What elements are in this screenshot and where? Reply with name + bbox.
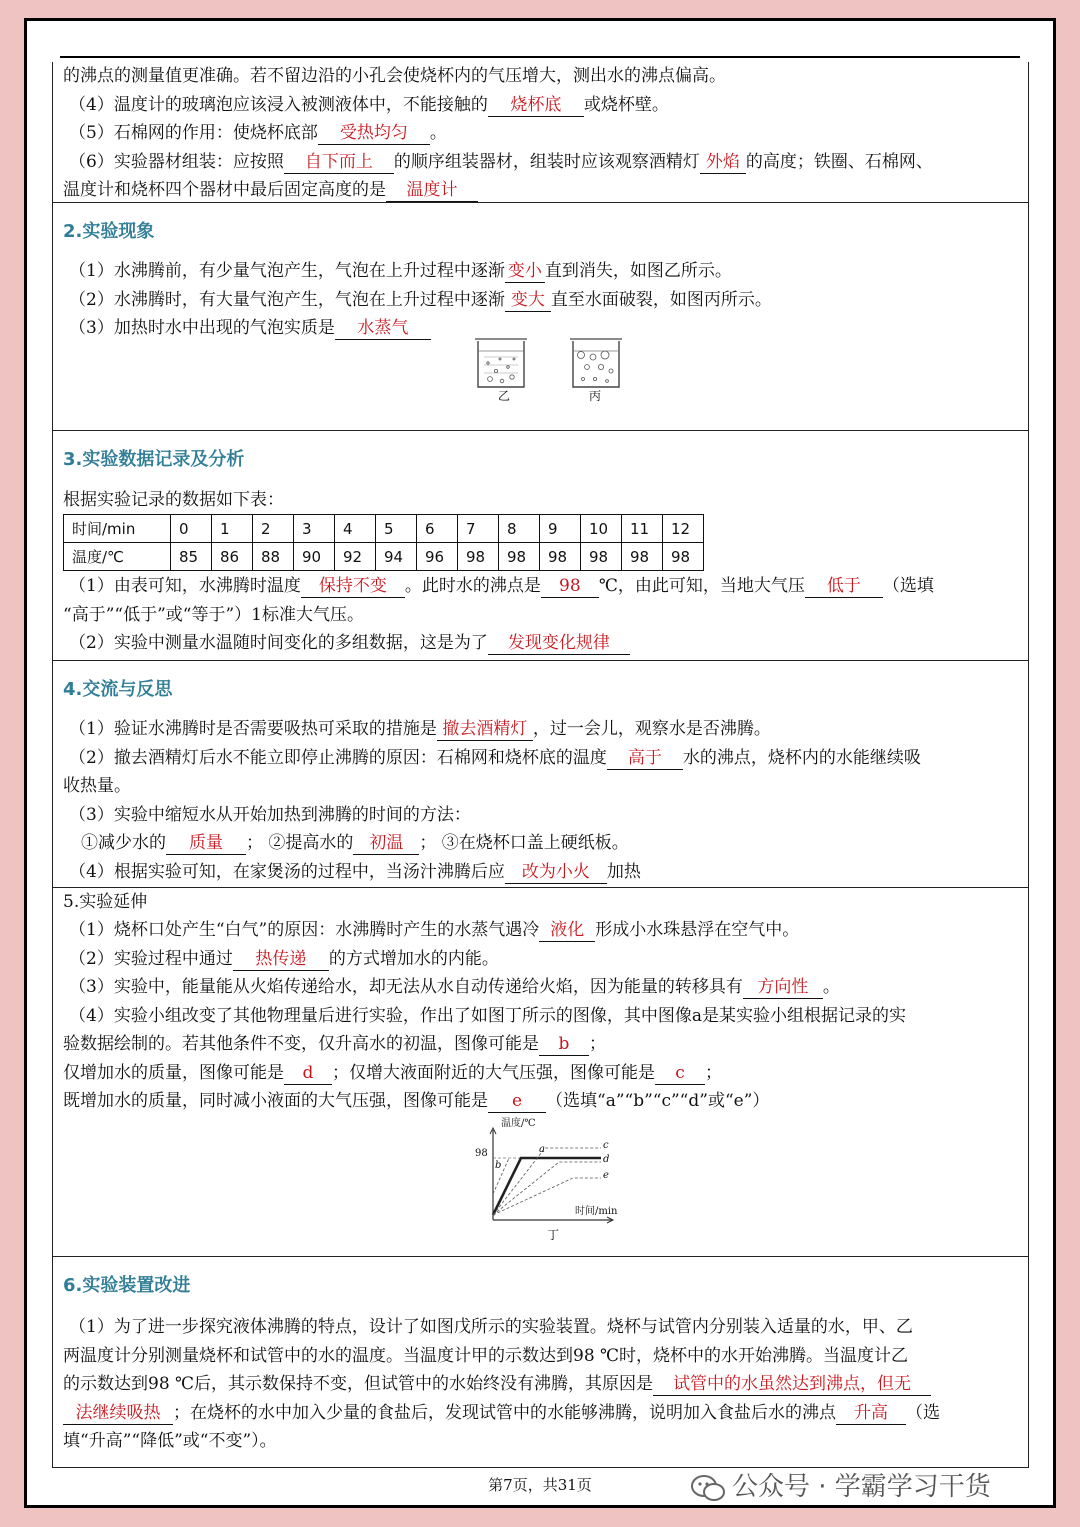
page-number: 第7页，共31页 [488,1476,592,1494]
table-cell: 98 [663,543,704,571]
text-line: （1）验证水沸腾时是否需要吸热可采取的措施是 撤去酒精灯 ，过一会儿，观察水是否沸腾。 [69,719,771,739]
text-line: ①减少水的 质量 ； ②提高水的 初温 ； ③在烧杯口盖上硬纸板。 [81,833,629,853]
text-line: 填“升高”“降低”或“不变”）。 [63,1431,277,1451]
text-line: （2）撤去酒精灯后水不能立即停止沸腾的原因：石棉网和烧杯底的温度 高于 水的沸点，烧杯内的水能继续吸 [69,747,921,768]
text-line: （1）烧杯口处产生“白气”的原因：水沸腾时产生的水蒸气遇冷 液化 形成小水珠悬浮在空气中。 [69,920,800,940]
document-body [52,62,1029,1468]
table-cell: 90 [294,543,335,571]
figure-caption: 丙 [589,388,602,403]
table-cell: 98 [581,543,622,571]
section-6 [53,1256,1028,1467]
graph-caption: 丁 [547,1227,560,1242]
answer-blank: 法继续吸热 [63,1403,173,1425]
header-rule [60,56,1020,58]
table-cell: 98 [499,543,540,571]
answer-blank: d [284,1063,332,1085]
answer-blank: 烧杯底 [488,95,584,117]
table-row [64,543,704,571]
answer-blank: 自下而上 [284,152,394,174]
graph-label-c: c [603,1139,609,1151]
text-line: 仅增加水的质量，图像可能是 d ；仅增大液面附近的大气压强，图像可能是 c ； [63,1062,722,1083]
answer-blank: 升高 [836,1403,906,1425]
answer-blank: 受热均匀 [318,123,430,145]
text-line: （3）实验中缩短水从开始加热到沸腾的时间的方法： [69,804,471,825]
table-cell: 96 [417,543,458,571]
answer-blank: 水蒸气 [335,318,431,340]
section-title: 5.实验延伸 [63,892,148,912]
table-cell: 0 [171,515,212,543]
graph-ylabel: 温度/℃ [501,1117,536,1129]
answer-blank: 液化 [539,920,595,942]
table-cell: 92 [335,543,376,571]
boiling-curve-graph [463,1120,623,1250]
figure-caption: 乙 [498,388,511,403]
beaker-figures [63,343,1018,413]
table-cell: 5 [376,515,417,543]
answer-blank: 保持不变 [301,576,405,598]
graph-label-d: d [603,1153,610,1165]
answer-blank: c [655,1063,705,1085]
answer-blank: 质量 [166,833,246,855]
table-cell: 7 [458,515,499,543]
text-line: “高于”“低于”或“等于”）1标准大气压。 [63,604,364,625]
table-cell: 3 [294,515,335,543]
table-cell: 94 [376,543,417,571]
text-line: 验数据绘制的。若其他条件不变，仅升高水的初温，图像可能是 b ； [63,1034,606,1054]
table-cell: 86 [212,543,253,571]
text-line: （1）由表可知，水沸腾时温度 保持不变 。此时水的沸点是 98 ℃，由此可知，当地大气压 低于 （选填 [69,576,934,596]
answer-blank: 外焰 [700,152,746,174]
text-line: （5）石棉网的作用：使烧杯底部 受热均匀 。 [69,123,447,143]
text-line: （4）实验小组改变了其他物理量后进行实验，作出了如图丁所示的图像，其中图像a是某实验小组根据记录的实 [69,1005,906,1026]
answer-blank: 98 [541,576,599,598]
text-line: 的沸点的测量值更准确。若不留边沿的小孔会使烧杯内的气压增大，测出水的沸点偏高。 [63,66,726,86]
graph-label-b: b [495,1159,502,1171]
answer-blank: 方向性 [743,977,823,999]
table-cell: 1 [212,515,253,543]
section-2 [53,202,1028,430]
answer-blank: 改为小火 [505,862,607,884]
section-5 [53,887,1028,1256]
text-line: （1）水沸腾前，有少量气泡产生，气泡在上升过程中逐渐 变小 直到消失，如图乙所示。 [69,261,732,281]
table-cell: 9 [540,515,581,543]
answer-blank: 试管中的水虽然达到沸点，但无 [653,1374,931,1396]
text-line: （2）水沸腾时，有大量气泡产生，气泡在上升过程中逐渐 变大 直至水面破裂，如图丙所示。 [69,289,772,310]
section-3 [53,430,1028,660]
answer-blank: 温度计 [386,180,478,202]
answer-blank: b [539,1034,589,1056]
table-cell: 85 [171,543,212,571]
beaker-bing-icon [570,339,622,387]
answer-blank: 低于 [805,576,883,598]
graph-label-e: e [603,1169,609,1181]
table-cell: 98 [458,543,499,571]
text-line: （6）实验器材组装：应按照 自下而上 的顺序组装器材，组装时应该观察酒精灯 外焰 的高度；铁圈、石棉网、 [69,151,933,172]
text-line: 温度计和烧杯四个器材中最后固定高度的是 温度计 [63,176,1018,205]
text-line: 根据实验记录的数据如下表： [63,490,284,510]
wechat-icon [690,1474,726,1502]
text-line: （1）为了进一步探究液体沸腾的特点，设计了如图戊所示的实验装置。烧杯与试管内分别装入适量的水，甲、乙 [69,1317,913,1337]
answer-blank: 变小 [505,261,545,283]
table-cell: 11 [622,515,663,543]
answer-blank: 变大 [505,290,551,312]
section-1 [53,62,1028,202]
answer-blank: 发现变化规律 [488,633,630,655]
answer-blank: 撤去酒精灯 [437,719,533,741]
text-line: （2）实验中测量水温随时间变化的多组数据，这是为了 发现变化规律 [63,629,1018,658]
graph-ding [63,1116,1018,1256]
text-line: （3）加热时水中出现的气泡实质是 水蒸气 [63,314,1018,343]
text-line: （3）实验中，能量能从火焰传递给水，却无法从水自动传递给火焰，因为能量的转移具有 方向性 。 [69,977,840,997]
text-line: （4）温度计的玻璃泡应该浸入被测液体中，不能接触的 烧杯底 或烧杯壁。 [69,94,669,115]
table-cell: 时间/min [64,515,171,543]
table-cell: 6 [417,515,458,543]
watermark: 公众号 · 学霸学习干货 [690,1466,991,1503]
section-title: 2.实验现象 [63,221,155,242]
table-cell: 2 [253,515,294,543]
section-title: 3.实验数据记录及分析 [63,449,245,470]
section-title: 6.实验装置改进 [63,1275,191,1296]
data-table [63,514,704,571]
text-line: 既增加水的质量，同时减小液面的大气压强，图像可能是 e （选填“a”“b”“c”“d”或“e”） [63,1091,770,1111]
graph-y98: 98 [475,1147,488,1159]
table-cell: 98 [540,543,581,571]
table-cell: 温度/℃ [64,543,171,571]
table-cell: 88 [253,543,294,571]
text-line: 的示数达到98 ℃后，其示数保持不变，但试管中的水始终没有沸腾，其原因是 试管中的水虽然达到沸点，但无 [63,1370,1018,1399]
table-row [64,515,704,543]
answer-blank: 初温 [353,833,419,855]
text-line: （2）实验过程中通过 热传递 的方式增加水的内能。 [69,948,499,969]
text-line: （4）根据实验可知，在家煲汤的过程中，当汤汁沸腾后应 改为小火 加热 [69,861,641,882]
table-cell: 98 [622,543,663,571]
table-cell: 12 [663,515,704,543]
table-cell: 10 [581,515,622,543]
table-cell: 4 [335,515,376,543]
section-title: 4.交流与反思 [63,679,173,700]
table-cell: 8 [499,515,540,543]
graph-label-a: a [539,1143,545,1155]
text-line: 收热量。 [63,776,131,796]
answer-blank: 高于 [607,748,683,770]
answer-blank: e [488,1091,546,1113]
answer-blank: 热传递 [233,949,329,971]
graph-xlabel: 时间/min [575,1205,618,1217]
text-line: 法继续吸热 ；在烧杯的水中加入少量的食盐后，发现试管中的水能够沸腾，说明加入食盐后水的沸点 升高 （选 [63,1399,1018,1428]
beaker-yi-icon [475,339,527,387]
section-4 [53,660,1028,887]
text-line: 两温度计分别测量烧杯和试管中的水的温度。当温度计甲的示数达到98 ℃时，烧杯中的水开始沸腾。当温度计乙 [63,1345,909,1366]
